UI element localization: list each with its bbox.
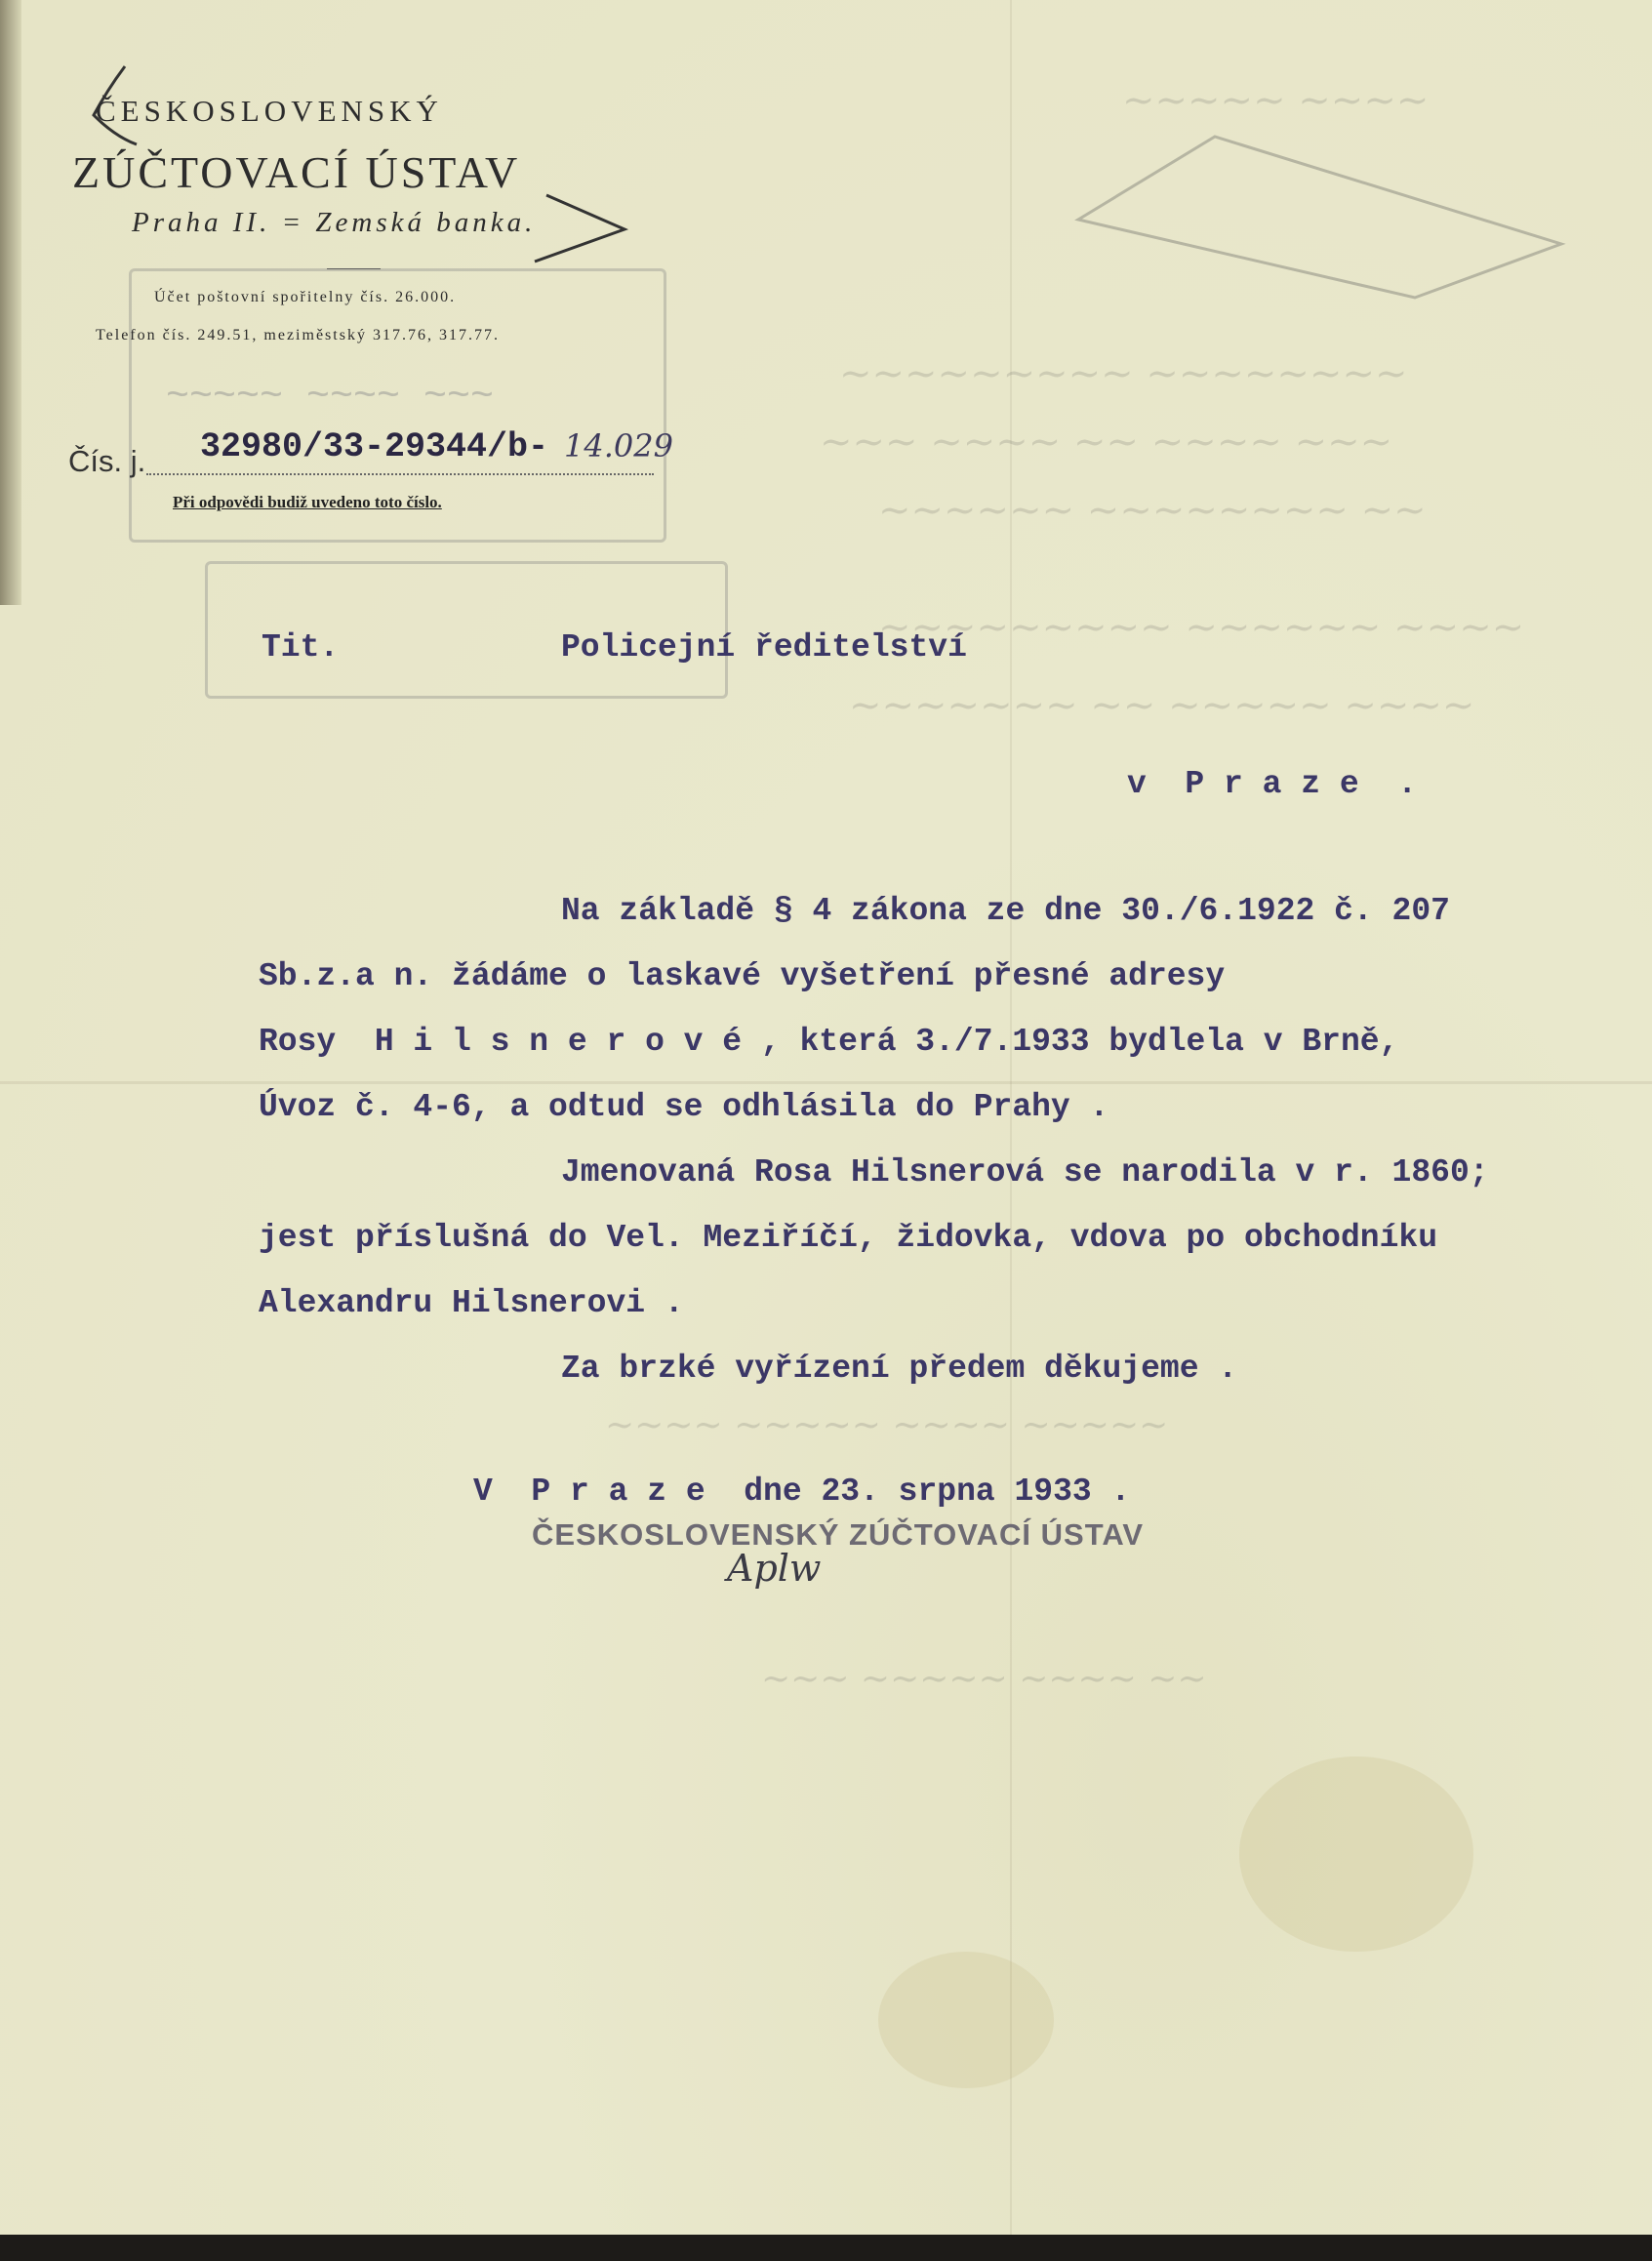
body-line: Na základě § 4 zákona ze dne 30./6.1922 č. 207 xyxy=(561,893,1450,929)
body-line: Rosy H i l s n e r o v é , která 3./7.1933 bydlela v Brně, xyxy=(259,1024,1399,1060)
horizontal-fold xyxy=(0,1081,1652,1084)
body-line: jest příslušná do Vel. Meziříčí, židovka, vdova po obchodníku xyxy=(259,1220,1437,1256)
bleed-through-text: ~~~~~~ ~~~~~~~~ ~~ xyxy=(878,488,1427,533)
bleed-through-text: ~~~~~~~~~ ~~~~~~~~ xyxy=(839,351,1408,396)
bleed-through-text: ~~~ ~~~~ ~~ ~~~~ ~~~ xyxy=(820,420,1393,464)
body-line: Sb.z.a n. žádáme o laskavé vyšetření přesné adresy xyxy=(259,958,1226,994)
body-line: Za brzké vyřízení předem děkujeme . xyxy=(561,1351,1238,1387)
signature: Aplw xyxy=(727,1547,822,1590)
letterhead-line3: Praha II. = Zemská banka. xyxy=(132,207,537,238)
bleed-through-text: ~~~~~~~ ~~ ~~~~~ ~~~~ xyxy=(849,683,1475,728)
recipient-place: v P r a z e . xyxy=(1127,766,1418,802)
body-line: Alexandru Hilsnerovi . xyxy=(259,1285,684,1321)
bleed-through-text: ~~~~~~~~~ ~~~~~~ ~~~~ xyxy=(878,605,1525,650)
reference-note: Při odpovědi budiž uvedeno toto číslo. xyxy=(173,493,442,511)
recipient-salutation: Tit. xyxy=(262,629,340,666)
bleed-through-text: ~~~~~ ~~~~ xyxy=(1122,78,1430,123)
department-stamp: ČESKOSLOVENSKÝ ZÚČTOVACÍ ÚSTAV xyxy=(532,1517,1145,1552)
reference-handwritten: 14.029 xyxy=(564,427,673,464)
letterhead-account: Účet poštovní spořitelny čís. 26.000. xyxy=(154,289,457,305)
reference-number: 32980/33-29344/b- xyxy=(200,427,549,466)
body-line: Úvoz č. 4-6, a odtud se odhlásila do Prahy . xyxy=(259,1089,1109,1125)
reference-label: Čís. j. xyxy=(68,444,146,478)
water-stain xyxy=(878,1952,1054,2088)
received-stamp-number: ~~~~~ ~~~~ ~~~ xyxy=(166,376,495,420)
body-line: Jmenovaná Rosa Hilsnerová se narodila v r. 1860; xyxy=(561,1154,1489,1191)
letterhead-phone: Telefon čís. 249.51, meziměstský 317.76, 317.77. xyxy=(96,327,500,343)
water-stain xyxy=(1239,1756,1473,1952)
bleed-through-text: ~~~ ~~~~~ ~~~~ ~~ xyxy=(761,1659,1207,1699)
letterhead-line2: ZÚČTOVACÍ ÚSTAV xyxy=(72,147,521,197)
recipient-name: Policejní ředitelství xyxy=(561,629,967,666)
closing-date: V P r a z e dne 23. srpna 1933 . xyxy=(473,1474,1131,1510)
bleed-through-text: ~~~~ ~~~~~ ~~~~ ~~~~~ xyxy=(605,1405,1169,1445)
reference-dotted-line xyxy=(146,473,654,475)
letterhead-line1: ČESKOSLOVENSKÝ xyxy=(96,94,443,128)
